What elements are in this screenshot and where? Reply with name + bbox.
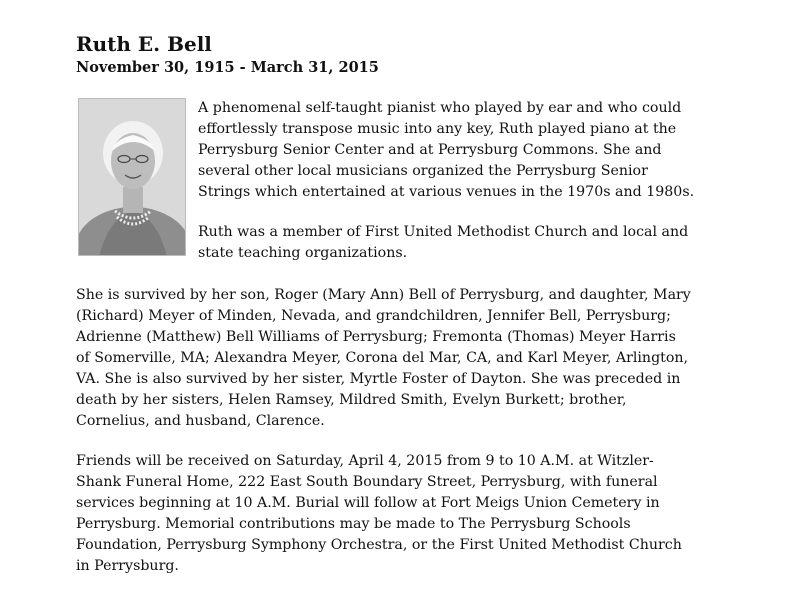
text-line: death by her sisters, Helen Ramsey, Mildred Smith, Evelyn Burkett; brother,	[76, 392, 627, 408]
text-line: Foundation, Perrysburg Symphony Orchestra, or the First United Methodist Church	[76, 537, 682, 553]
obituary-name: Ruth E. Bell	[76, 32, 212, 56]
text-line: Strings which entertained at various venues in the 1970s and 1980s.	[198, 184, 695, 200]
text-line: She is survived by her son, Roger (Mary Ann) Bell of Perrysburg, and daughter, Mary	[76, 287, 691, 303]
elderly-woman-portrait-icon	[79, 99, 186, 256]
paragraph-services	[76, 451, 736, 577]
text-line: Friends will be received on Saturday, April 4, 2015 from 9 to 10 A.M. at Witzler-	[76, 453, 654, 469]
text-line: Shank Funeral Home, 222 East South Boundary Street, Perrysburg, with funeral	[76, 474, 658, 490]
text-line: Ruth was a member of First United Methodist Church and local and	[198, 224, 689, 240]
text-line: Cornelius, and husband, Clarence.	[76, 413, 325, 429]
text-line: Perrysburg. Memorial contributions may be made to The Perrysburg Schools	[76, 516, 631, 532]
text-line: Adrienne (Matthew) Bell Williams of Perrysburg; Fremonta (Thomas) Meyer Harris	[76, 329, 676, 345]
text-line: VA. She is also survived by her sister, Myrtle Foster of Dayton. She was preceded in	[76, 371, 681, 387]
obituary-dates: November 30, 1915 - March 31, 2015	[76, 59, 379, 76]
portrait-photo	[78, 98, 186, 256]
paragraph-church	[198, 222, 738, 264]
paragraph-survivors	[76, 285, 736, 432]
text-line: in Perrysburg.	[76, 558, 179, 574]
text-line: several other local musicians organized the Perrysburg Senior	[198, 163, 648, 179]
text-line: Perrysburg Senior Center and at Perrysburg Commons. She and	[198, 142, 662, 158]
text-line: services beginning at 10 A.M. Burial will follow at Fort Meigs Union Cemetery in	[76, 495, 660, 511]
text-line: of Somerville, MA; Alexandra Meyer, Corona del Mar, CA, and Karl Meyer, Arlington,	[76, 350, 689, 366]
text-line: state teaching organizations.	[198, 245, 408, 261]
text-line: effortlessly transpose music into any key, Ruth played piano at the	[198, 121, 677, 137]
text-line: A phenomenal self-taught pianist who played by ear and who could	[198, 100, 682, 116]
paragraph-music	[198, 98, 738, 203]
text-line: (Richard) Meyer of Minden, Nevada, and grandchildren, Jennifer Bell, Perrysburg;	[76, 308, 671, 324]
